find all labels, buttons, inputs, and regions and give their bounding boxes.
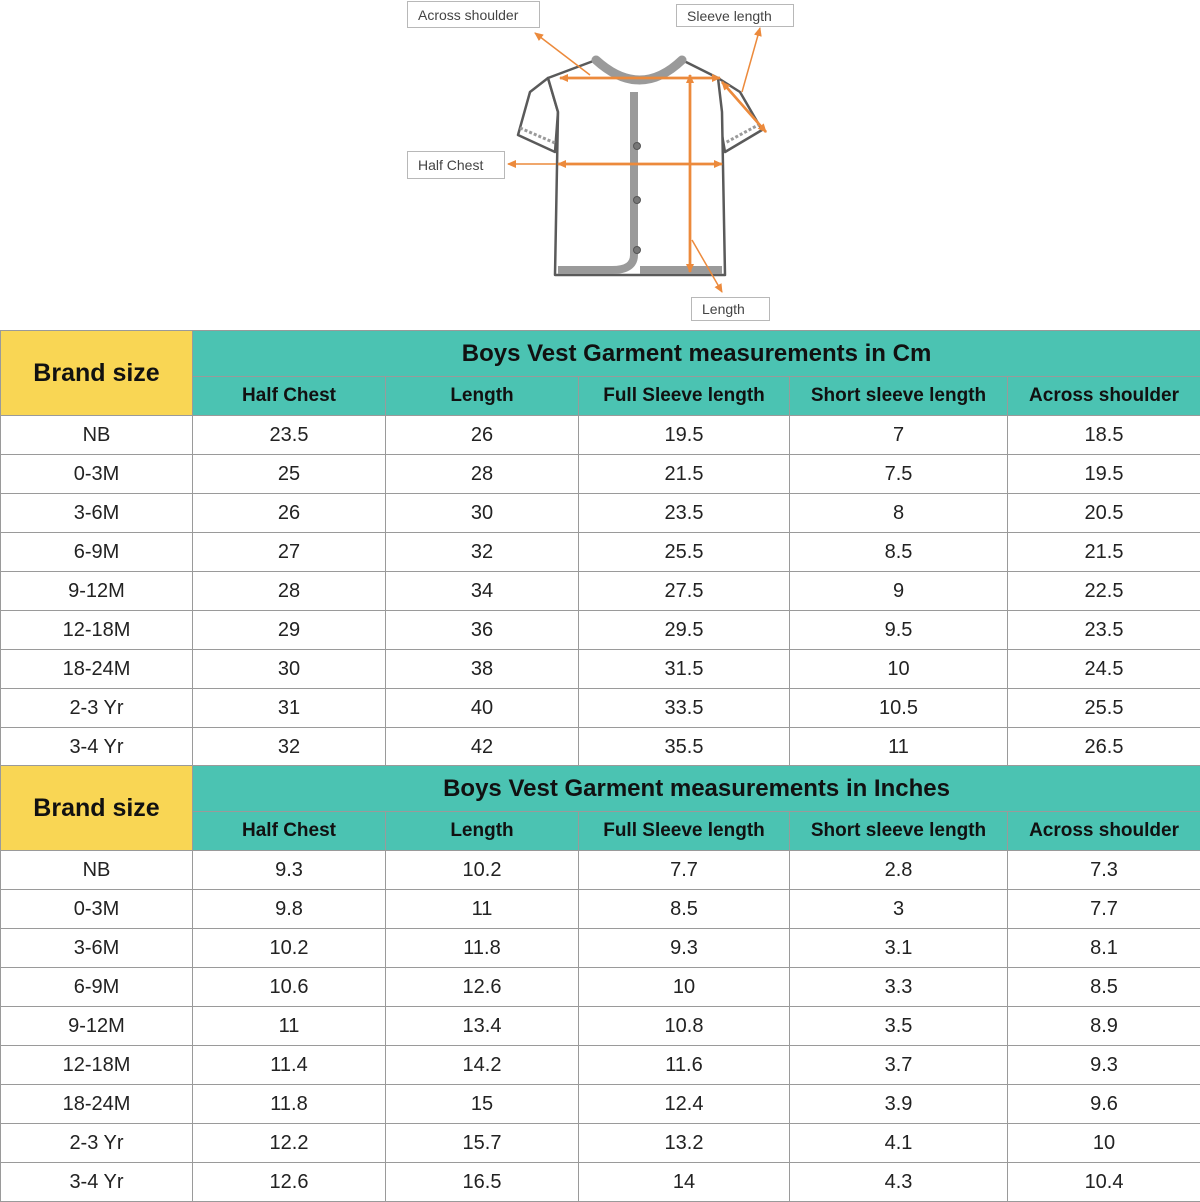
column-header: Full Sleeve length (579, 377, 790, 416)
measurement-cell: 23.5 (1008, 611, 1200, 650)
table-row (1, 533, 1200, 572)
measurement-cell: 8.5 (1008, 968, 1200, 1007)
measurement-cell: 27 (193, 533, 386, 572)
size-cell: 3-4 Yr (1, 1163, 193, 1202)
measurement-cell: 22.5 (1008, 572, 1200, 611)
button-dot (634, 143, 641, 150)
callout-half-chest: Half Chest (407, 151, 505, 179)
measurement-cell: 10 (790, 650, 1008, 689)
measurement-cell: 7.5 (790, 455, 1008, 494)
size-cell: 3-6M (1, 494, 193, 533)
size-table-cm (0, 330, 1200, 767)
size-cell: 12-18M (1, 611, 193, 650)
size-cell: NB (1, 851, 193, 890)
table-row (1, 689, 1200, 728)
table-row (1, 650, 1200, 689)
measurement-cell: 13.4 (386, 1007, 579, 1046)
measurement-cell: 30 (193, 650, 386, 689)
measurement-cell: 8.5 (579, 890, 790, 929)
measurement-cell: 21.5 (579, 455, 790, 494)
table-row (1, 1007, 1200, 1046)
size-cell: 18-24M (1, 650, 193, 689)
measurement-cell: 7.7 (579, 851, 790, 890)
size-cell: NB (1, 416, 193, 455)
measurement-cell: 25.5 (1008, 689, 1200, 728)
table-header-row (1, 331, 1200, 377)
measurement-cell: 40 (386, 689, 579, 728)
measurement-cell: 26.5 (1008, 728, 1200, 767)
measurement-cell: 9.3 (579, 929, 790, 968)
measurement-cell: 28 (193, 572, 386, 611)
column-header: Half Chest (193, 377, 386, 416)
measurement-cell: 33.5 (579, 689, 790, 728)
measurement-cell: 25 (193, 455, 386, 494)
measurement-cell: 9.3 (193, 851, 386, 890)
measurement-cell: 9.6 (1008, 1085, 1200, 1124)
measurement-cell: 21.5 (1008, 533, 1200, 572)
measurement-cell: 9.5 (790, 611, 1008, 650)
measurement-cell: 29 (193, 611, 386, 650)
measurement-cell: 19.5 (1008, 455, 1200, 494)
measurement-cell: 3.9 (790, 1085, 1008, 1124)
table-row (1, 1046, 1200, 1085)
measurement-cell: 10.2 (193, 929, 386, 968)
table-row (1, 416, 1200, 455)
measurement-cell: 28 (386, 455, 579, 494)
measurement-cell: 11 (386, 890, 579, 929)
measurement-cell: 8.9 (1008, 1007, 1200, 1046)
measurement-cell: 27.5 (579, 572, 790, 611)
measurement-cell: 14.2 (386, 1046, 579, 1085)
measurement-cell: 9.3 (1008, 1046, 1200, 1085)
table-title: Boys Vest Garment measurements in Inches (193, 766, 1200, 812)
column-header: Length (386, 812, 579, 851)
size-cell: 0-3M (1, 890, 193, 929)
measurement-cell: 7.3 (1008, 851, 1200, 890)
measurement-cell: 11.8 (386, 929, 579, 968)
button-dot (634, 197, 641, 204)
measurement-cell: 31.5 (579, 650, 790, 689)
measurement-cell: 30 (386, 494, 579, 533)
measurement-cell: 26 (193, 494, 386, 533)
table-row (1, 851, 1200, 890)
table-row (1, 890, 1200, 929)
measurement-cell: 13.2 (579, 1124, 790, 1163)
measurement-cell: 11 (790, 728, 1008, 767)
table-row (1, 611, 1200, 650)
size-cell: 2-3 Yr (1, 1124, 193, 1163)
column-header: Across shoulder (1008, 377, 1200, 416)
table-row (1, 1163, 1200, 1202)
callout-across-shoulder: Across shoulder (407, 1, 540, 28)
column-header: Short sleeve length (790, 812, 1008, 851)
measurement-cell: 10.4 (1008, 1163, 1200, 1202)
measurement-cell: 15 (386, 1085, 579, 1124)
size-cell: 2-3 Yr (1, 689, 193, 728)
callout-length: Length (691, 297, 770, 321)
measurement-cell: 19.5 (579, 416, 790, 455)
table-row (1, 572, 1200, 611)
measurement-cell: 3.7 (790, 1046, 1008, 1085)
measurement-cell: 7 (790, 416, 1008, 455)
button-dot (634, 247, 641, 254)
callout-sleeve-length: Sleeve length (676, 4, 794, 27)
measurement-cell: 3.1 (790, 929, 1008, 968)
size-table-body (1, 331, 1200, 767)
measurement-cell: 10.5 (790, 689, 1008, 728)
measurement-cell: 4.1 (790, 1124, 1008, 1163)
size-cell: 6-9M (1, 533, 193, 572)
measurement-cell: 10.6 (193, 968, 386, 1007)
measurement-cell: 36 (386, 611, 579, 650)
measurement-cell: 8 (790, 494, 1008, 533)
measurement-cell: 42 (386, 728, 579, 767)
column-header: Length (386, 377, 579, 416)
measurement-cell: 20.5 (1008, 494, 1200, 533)
measurement-cell: 32 (386, 533, 579, 572)
measurement-cell: 10 (579, 968, 790, 1007)
measurement-cell: 4.3 (790, 1163, 1008, 1202)
size-cell: 0-3M (1, 455, 193, 494)
size-cell: 9-12M (1, 1007, 193, 1046)
column-header: Short sleeve length (790, 377, 1008, 416)
measurement-cell: 23.5 (193, 416, 386, 455)
column-header: Across shoulder (1008, 812, 1200, 851)
table-header-row (1, 766, 1200, 812)
size-cell: 18-24M (1, 1085, 193, 1124)
measurement-cell: 8.1 (1008, 929, 1200, 968)
measurement-cell: 12.4 (579, 1085, 790, 1124)
table-row (1, 728, 1200, 767)
brand-size-header: Brand size (1, 766, 193, 851)
measurement-cell: 26 (386, 416, 579, 455)
measurement-cell: 11.4 (193, 1046, 386, 1085)
table-row (1, 455, 1200, 494)
garment-diagram (0, 0, 1200, 330)
measurement-cell: 29.5 (579, 611, 790, 650)
column-header: Half Chest (193, 812, 386, 851)
vest-illustration (518, 60, 762, 275)
size-cell: 3-6M (1, 929, 193, 968)
size-cell: 6-9M (1, 968, 193, 1007)
right-sleeve (718, 78, 762, 152)
size-cell: 12-18M (1, 1046, 193, 1085)
table-row (1, 1085, 1200, 1124)
measurement-cell: 12.6 (386, 968, 579, 1007)
measurement-cell: 23.5 (579, 494, 790, 533)
table-title: Boys Vest Garment measurements in Cm (193, 331, 1200, 377)
measurement-cell: 3.3 (790, 968, 1008, 1007)
measurement-cell: 24.5 (1008, 650, 1200, 689)
measurement-cell: 18.5 (1008, 416, 1200, 455)
measurement-cell: 15.7 (386, 1124, 579, 1163)
measurement-cell: 32 (193, 728, 386, 767)
brand-size-header: Brand size (1, 331, 193, 416)
measurement-cell: 12.6 (193, 1163, 386, 1202)
table-row (1, 494, 1200, 533)
table-row (1, 968, 1200, 1007)
measurement-cell: 11.8 (193, 1085, 386, 1124)
measurement-cell: 25.5 (579, 533, 790, 572)
measurement-cell: 3.5 (790, 1007, 1008, 1046)
measurement-cell: 31 (193, 689, 386, 728)
size-table-body (1, 766, 1200, 1202)
measurement-cell: 9 (790, 572, 1008, 611)
measurement-cell: 10 (1008, 1124, 1200, 1163)
size-cell: 3-4 Yr (1, 728, 193, 767)
measurement-cell: 8.5 (790, 533, 1008, 572)
measurement-cell: 10.8 (579, 1007, 790, 1046)
measurement-cell: 38 (386, 650, 579, 689)
measurement-cell: 11 (193, 1007, 386, 1046)
size-cell: 9-12M (1, 572, 193, 611)
measurement-cell: 34 (386, 572, 579, 611)
measurement-cell: 35.5 (579, 728, 790, 767)
measurement-cell: 10.2 (386, 851, 579, 890)
column-header: Full Sleeve length (579, 812, 790, 851)
size-table-inches (0, 765, 1200, 1202)
measurement-cell: 12.2 (193, 1124, 386, 1163)
table-row (1, 929, 1200, 968)
measurement-cell: 9.8 (193, 890, 386, 929)
measurement-cell: 16.5 (386, 1163, 579, 1202)
measurement-cell: 7.7 (1008, 890, 1200, 929)
measurement-cell: 11.6 (579, 1046, 790, 1085)
measurement-cell: 14 (579, 1163, 790, 1202)
table-row (1, 1124, 1200, 1163)
measurement-cell: 3 (790, 890, 1008, 929)
measurement-cell: 2.8 (790, 851, 1008, 890)
